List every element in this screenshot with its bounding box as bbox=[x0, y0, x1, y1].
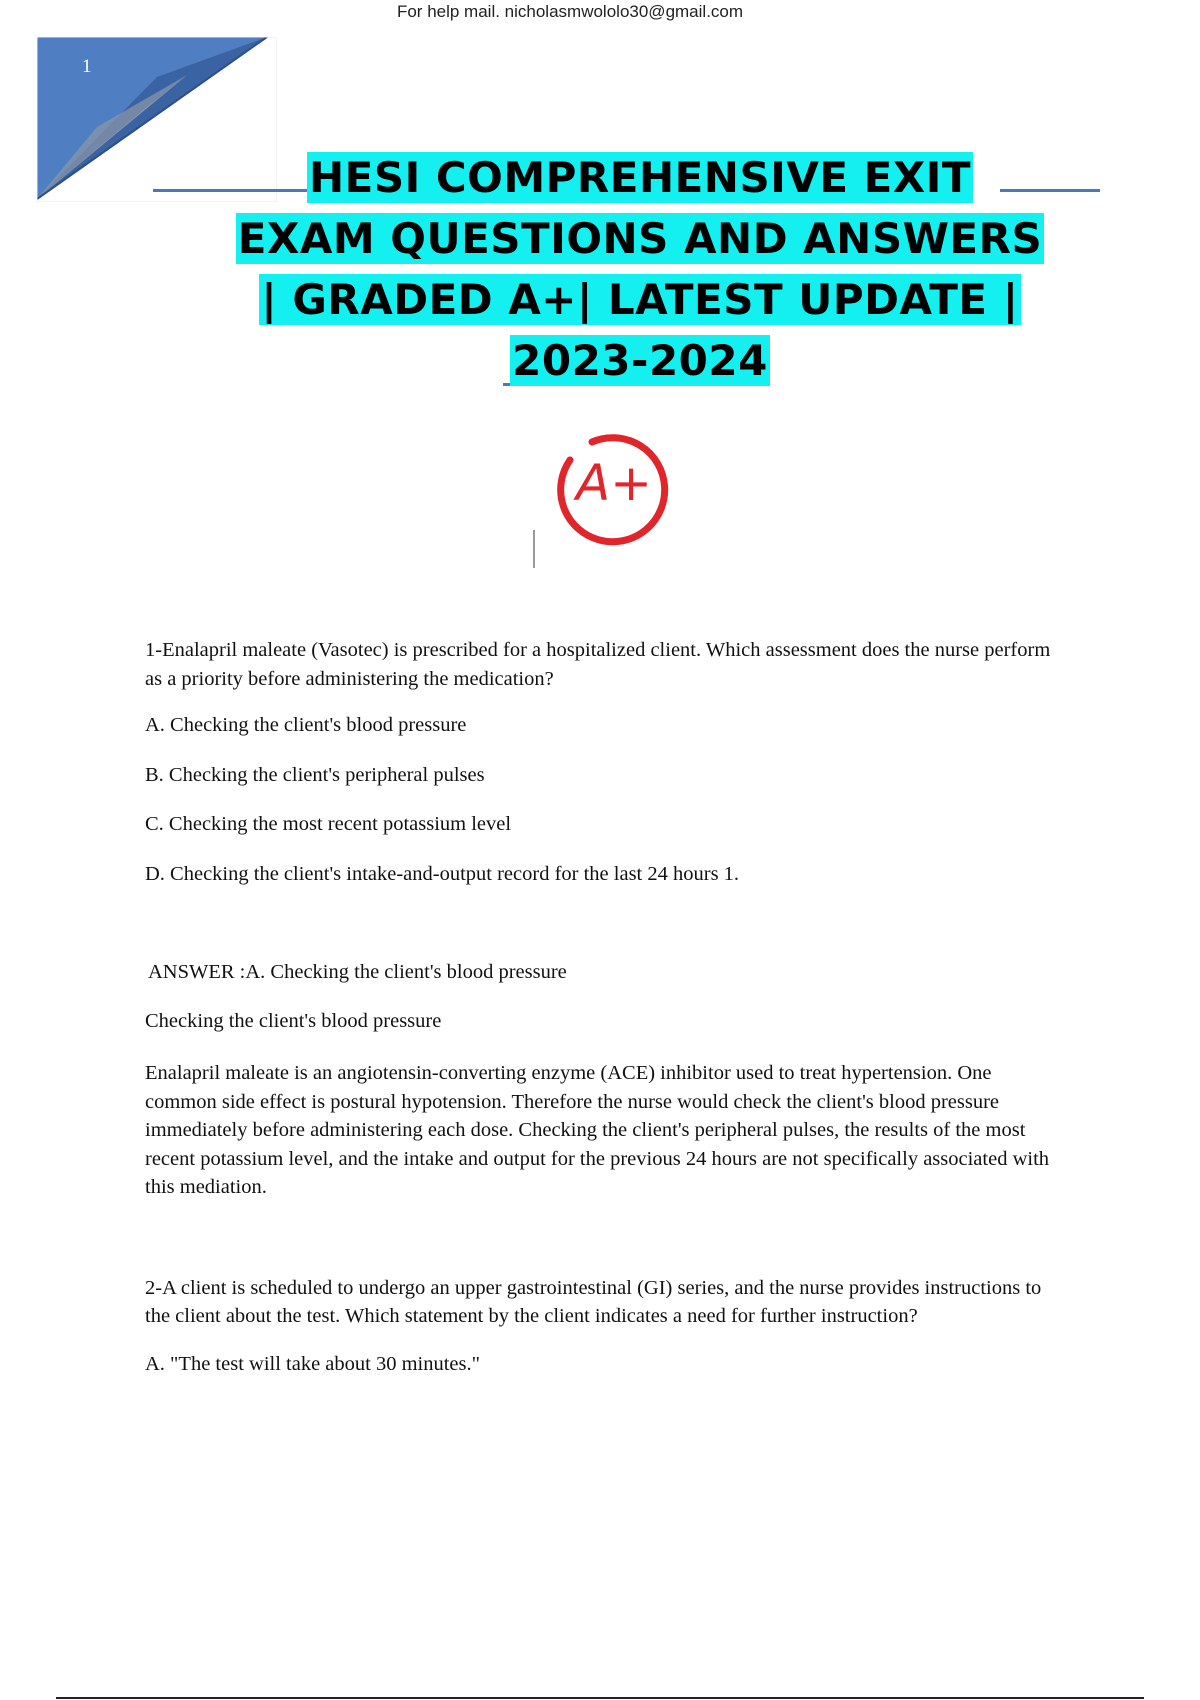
question-1-option-a: A. Checking the client's blood pressure bbox=[145, 714, 467, 736]
footer-rule bbox=[56, 1697, 1144, 1699]
question-2-option-a: A. "The test will take about 30 minutes." bbox=[145, 1352, 480, 1375]
question-1-option-c: C. Checking the most recent potassium level bbox=[145, 813, 512, 835]
grade-a-plus-stamp bbox=[552, 418, 682, 548]
grade-a-plus-text: A+ bbox=[575, 454, 653, 512]
question-1-option-d: D. Checking the client's intake-and-output record for the last 24 hours 1. bbox=[145, 862, 740, 885]
question-1-option-b: B. Checking the client's peripheral pulses bbox=[145, 763, 485, 786]
divider-tick bbox=[533, 530, 535, 568]
page-number: 1 bbox=[82, 56, 92, 77]
question-1-explanation: Enalapril maleate is an angiotensin-converting enzyme (ACE) inhibitor used to treat hypertension. One common side effect is postural hypotension. Therefore the nurse would check the client's blood pressure immediately before administering each dose. Checking the client's peripheral pulses, the results of the most recent potassium level, and the intake and output for the previous 24 hours are not specifically associated with this mediation. bbox=[145, 1062, 1050, 1198]
question-2-text: 2-A client is scheduled to undergo an upper gastrointestinal (GI) series, and the nurse provides instructions to the client about the test. Which statement by the client indicates a need for further instruction? bbox=[145, 1276, 1042, 1327]
help-contact-text: For help mail. nicholasmwololo30@gmail.com bbox=[396, 2, 744, 21]
document-title bbox=[200, 147, 1080, 391]
title-line-3: | GRADED A+| LATEST UPDATE | bbox=[261, 275, 1019, 324]
title-line-1: HESI COMPREHENSIVE EXIT bbox=[308, 153, 971, 202]
question-1-text: 1-Enalapril maleate (Vasotec) is prescribed for a hospitalized client. Which assessment does the nurse perform as a priority before administering the medication? bbox=[145, 639, 1051, 690]
help-contact-line bbox=[0, 2, 1200, 22]
document-body bbox=[145, 636, 1065, 1399]
question-1-answer-repeat: Checking the client's blood pressure bbox=[145, 1009, 442, 1032]
question-1-answer: ANSWER :A. Checking the client's blood pressure bbox=[148, 961, 567, 983]
title-line-2: EXAM QUESTIONS AND ANSWERS bbox=[237, 214, 1043, 263]
title-line-4: 2023-2024 bbox=[512, 336, 768, 385]
